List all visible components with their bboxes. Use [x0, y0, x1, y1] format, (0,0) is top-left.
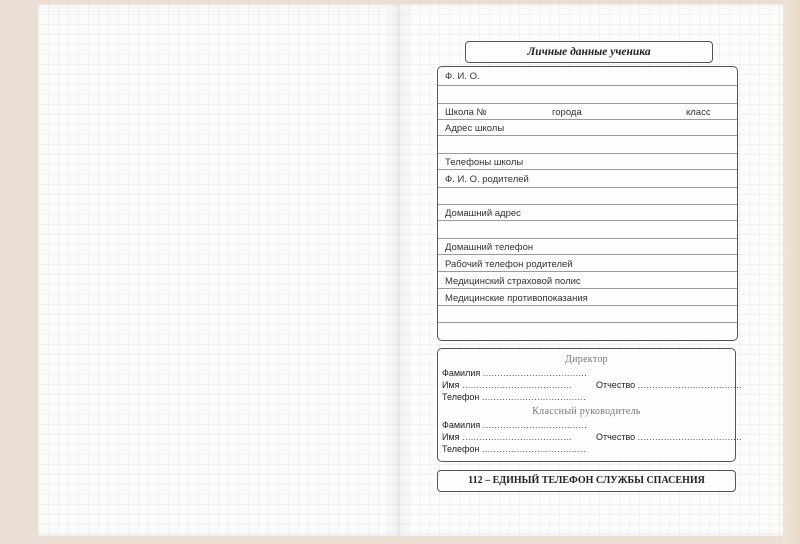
cover-edge: [783, 0, 800, 544]
form-line: [438, 238, 737, 239]
school-address-label: Адрес школы: [445, 123, 505, 134]
city-label: города: [552, 107, 582, 118]
dots: ....................................: [481, 392, 587, 402]
form-line: [438, 322, 737, 323]
teacher-name-row: [442, 432, 572, 442]
surname-label: Фамилия: [442, 368, 481, 378]
dots: ......................................: [462, 432, 573, 442]
medical-contraindications-label: Медицинские противопоказания: [445, 293, 588, 304]
home-address-label: Домашний адрес: [445, 208, 521, 219]
form-line: [438, 85, 737, 86]
form-line: [438, 119, 737, 120]
dots: ......................................: [462, 380, 573, 390]
dots: ....................................: [482, 368, 588, 378]
name-label: Имя: [442, 432, 460, 442]
form-line: [438, 103, 737, 104]
form-line: [438, 271, 737, 272]
form-line: [438, 153, 737, 154]
director-name-row: [442, 380, 572, 390]
fio-label: Ф. И. О.: [445, 71, 480, 82]
director-phone-row: [442, 392, 586, 402]
school-no-label: Школа №: [445, 107, 487, 118]
teacher-patronymic-row: [596, 432, 742, 442]
form-line: [438, 135, 737, 136]
director-surname-row: [442, 368, 587, 378]
parents-fio-label: Ф. И. О. родителей: [445, 174, 529, 185]
form-line: [438, 169, 737, 170]
patronymic-label: Отчество: [596, 432, 636, 442]
surname-label: Фамилия: [442, 420, 481, 430]
patronymic-label: Отчество: [596, 380, 636, 390]
page-title: Личные данные ученика: [465, 41, 713, 63]
form-line: [438, 204, 737, 205]
dots: ....................................: [637, 380, 743, 390]
parents-work-phone-label: Рабочий телефон родителей: [445, 259, 573, 270]
phone-label: Телефон: [442, 392, 480, 402]
home-phone-label: Домашний телефон: [445, 242, 534, 253]
teacher-phone-row: [442, 444, 586, 454]
form-line: [438, 288, 737, 289]
dots: ....................................: [481, 444, 587, 454]
school-phones-label: Телефоны школы: [445, 157, 524, 168]
director-heading: Директор: [565, 354, 608, 365]
form-line: [438, 187, 737, 188]
left-page: [38, 4, 399, 536]
student-info-form: [437, 66, 738, 341]
medical-policy-label: Медицинский страховой полис: [445, 276, 581, 287]
form-line: [438, 220, 737, 221]
class-label: класс: [686, 107, 711, 118]
director-patronymic-row: [596, 380, 742, 390]
phone-label: Телефон: [442, 444, 480, 454]
name-label: Имя: [442, 380, 460, 390]
form-line: [438, 305, 737, 306]
teacher-heading: Классный руководитель: [532, 406, 641, 417]
teacher-surname-row: [442, 420, 587, 430]
form-line: [438, 254, 737, 255]
dots: ....................................: [637, 432, 743, 442]
contacts-form: [437, 348, 743, 462]
dots: ....................................: [482, 420, 588, 430]
emergency-phone-banner: 112 – ЕДИНЫЙ ТЕЛЕФОН СЛУЖБЫ СПАСЕНИЯ: [437, 470, 736, 492]
